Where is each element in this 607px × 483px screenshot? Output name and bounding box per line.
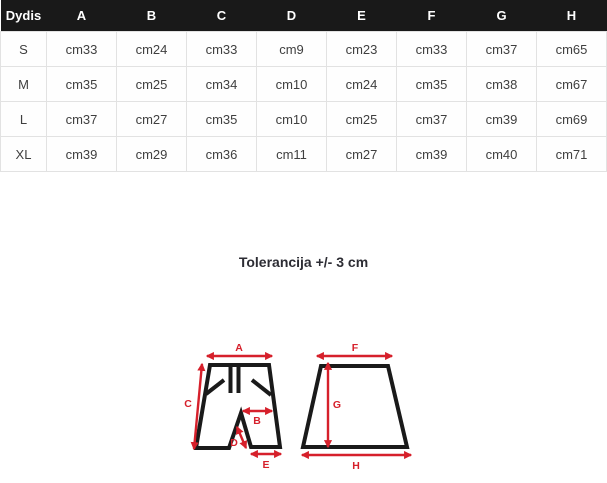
table-row-s [1,32,607,67]
size-chart-header [1,0,607,32]
measure-value: cm11 [257,137,327,172]
label-c: C [183,398,192,410]
measure-value: cm71 [537,137,607,172]
size-label: M [1,67,47,102]
shorts-outline [196,365,280,448]
header-cell-c: C [187,0,257,32]
header-cell-a: A [47,0,117,32]
label-h: H [351,460,360,472]
measure-value: cm24 [117,32,187,67]
measure-value: cm37 [467,32,537,67]
measure-value: cm33 [187,32,257,67]
size-chart-table [0,0,607,172]
measure-value: cm10 [257,102,327,137]
size-chart-body [1,32,607,172]
measure-value: cm33 [47,32,117,67]
measure-value: cm33 [397,32,467,67]
header-cell-g: G [467,0,537,32]
measurement-diagram [0,338,607,483]
shorts-measurement-illustration [182,338,426,478]
header-cell-h: H [537,0,607,32]
size-label: L [1,102,47,137]
label-f: F [351,342,358,354]
header-cell-e: E [327,0,397,32]
label-e: E [261,459,270,471]
measure-value: cm39 [467,102,537,137]
table-row-l [1,102,607,137]
measure-value: cm38 [467,67,537,102]
header-cell-d: D [257,0,327,32]
measure-value: cm39 [47,137,117,172]
header-row [1,0,607,32]
measure-value: cm9 [257,32,327,67]
measure-value: cm35 [47,67,117,102]
measure-value: cm69 [537,102,607,137]
measure-value: cm29 [117,137,187,172]
measure-value: cm67 [537,67,607,102]
label-a: A [234,342,243,354]
size-label: S [1,32,47,67]
measure-value: cm39 [397,137,467,172]
label-b: B [252,415,261,427]
measure-value: cm65 [537,32,607,67]
measure-value: cm37 [47,102,117,137]
table-row-xl [1,137,607,172]
header-cell-size: Dydis [1,0,47,32]
measure-value: cm23 [327,32,397,67]
label-g: G [332,399,341,411]
measure-value: cm40 [467,137,537,172]
table-row-m [1,67,607,102]
label-d: D [229,437,238,449]
measure-value: cm34 [187,67,257,102]
measure-value: cm27 [117,102,187,137]
panel-measure-labels [332,342,359,472]
measure-value: cm24 [327,67,397,102]
measure-value: cm10 [257,67,327,102]
tolerance-note: Tolerancija +/- 3 cm [238,254,369,270]
measure-value: cm36 [187,137,257,172]
header-cell-f: F [397,0,467,32]
measure-value: cm35 [187,102,257,137]
pocket-line-right [252,380,271,395]
measure-value: cm25 [117,67,187,102]
measure-value: cm37 [397,102,467,137]
measure-value: cm35 [397,67,467,102]
header-cell-b: B [117,0,187,32]
measure-value: cm25 [327,102,397,137]
panel-outline [303,366,407,447]
measure-value: cm27 [327,137,397,172]
size-label: XL [1,137,47,172]
